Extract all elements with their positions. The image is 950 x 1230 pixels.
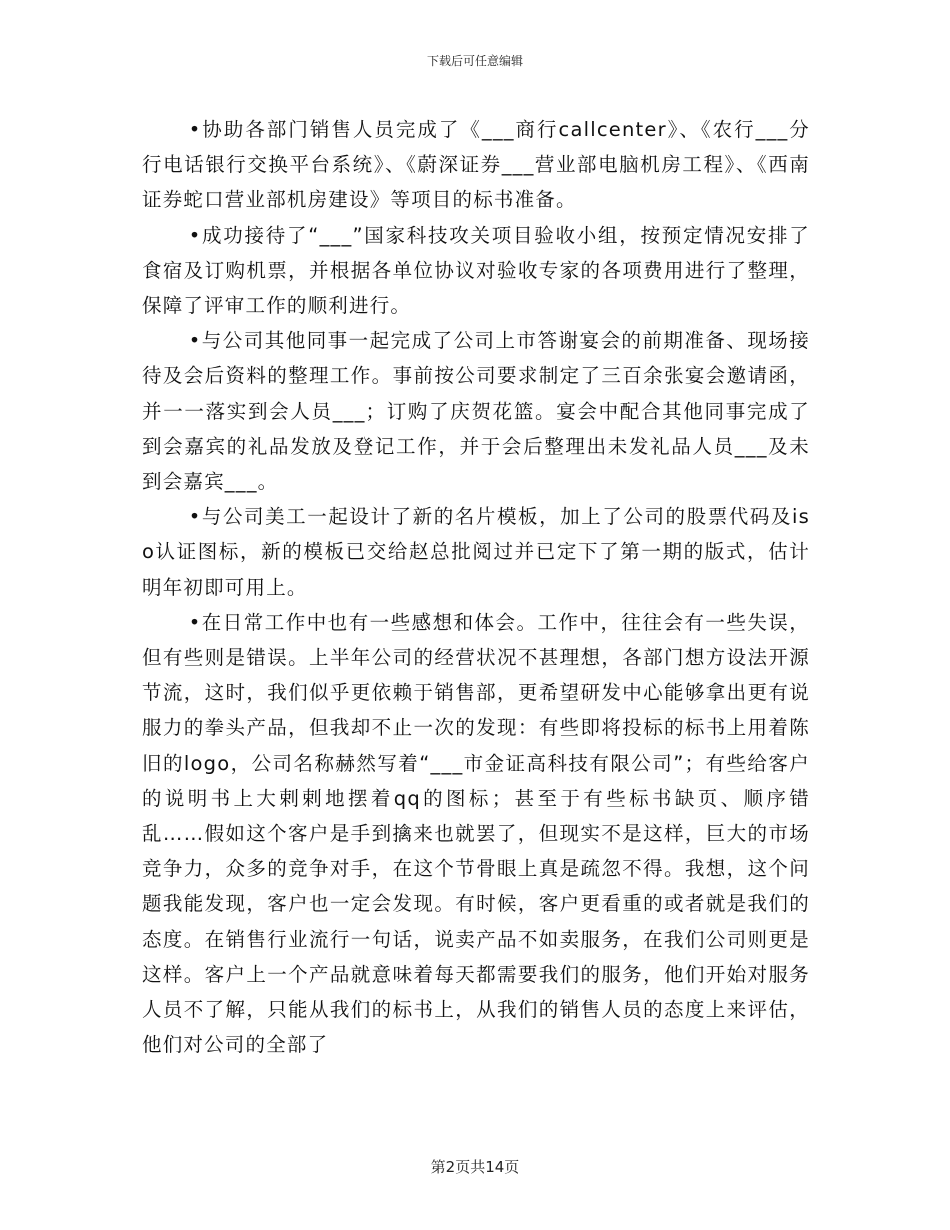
paragraph-5: •在日常工作中也有一些感想和体会。工作中，往往会有一些失误，但有些则是错误。上半年公司的经营状况不甚理想，各部门想方设法开源节流，这时，我们似乎更依赖于销售部，更希望研发中心能够拿出更有说服力的拳头产品，但我却不止一次的发现：有些即将投标的标书上用着陈旧的logo，公司名称赫然写着“___市金证高科技有限公司”；有些给客户的说明书上大剌剌地摆着qq的图标；甚至于有些标书缺页、顺序错乱……假如这个客户是手到擒来也就罢了，但现实不是这样，巨大的市场竞争力，众多的竞争对手，在这个节骨眼上真是疏忽不得。我想，这个问题我能发现，客户也一定会发现。有时候，客户更看重的或者就是我们的态度。在销售行业流行一句话，说卖产品不如卖服务，在我们公司则更是这样。客户上一个产品就意味着每天都需要我们的服务，他们开始对服务人员不了解，只能从我们的标书上，从我们的销售人员的态度上来评估，他们对公司的全部了	[142, 610, 810, 1057]
paragraph-3: •与公司其他同事一起完成了公司上市答谢宴会的前期准备、现场接待及会后资料的整理工作。事前按公司要求制定了三百余张宴会邀请函，并一一落实到会人员___；订购了庆贺花篮。宴会中配合其他同事完成了到会嘉宾的礼品发放及登记工作，并于会后整理出未发礼品人员___及未到会嘉宾___。	[142, 329, 810, 494]
paragraph-1: •协助各部门销售人员完成了《___商行callcenter》、《农行___分行电话银行交换平台系统》、《蔚深证券___营业部电脑机房工程》、《西南证券蛇口营业部机房建设》等项目的标书准备。	[142, 118, 810, 212]
page-header: 下载后可任意编辑	[426, 54, 523, 68]
paragraph-4: •与公司美工一起设计了新的名片模板，加上了公司的股票代码及iso认证图标，新的模板已交给赵总批阅过并已定下了第一期的版式，估计明年初即可用上。	[142, 505, 810, 599]
paragraph-2: •成功接待了“___”国家科技攻关项目验收小组，按预定情况安排了食宿及订购机票，并根据各单位协议对验收专家的各项费用进行了整理，保障了评审工作的顺利进行。	[142, 223, 810, 318]
document-body	[142, 112, 810, 1062]
page-number-footer: 第2页共14页	[430, 1158, 520, 1176]
